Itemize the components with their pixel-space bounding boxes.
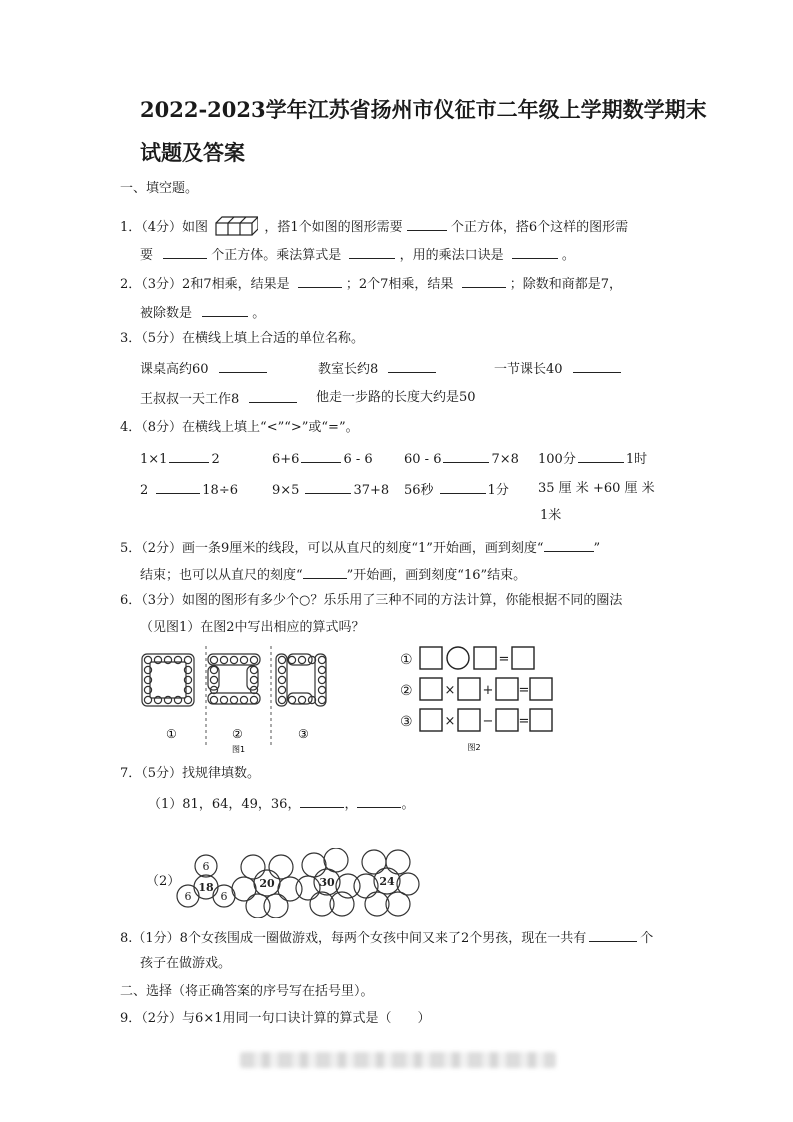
q1-text-g: 。 bbox=[561, 248, 575, 263]
fig1-label: ① bbox=[166, 727, 177, 741]
fig2-row-label: ① bbox=[400, 652, 413, 668]
answer-blank[interactable] bbox=[169, 450, 209, 463]
q4-expr: 18÷6 bbox=[202, 483, 238, 498]
fig2-op: = bbox=[518, 683, 530, 698]
question-2-line1 bbox=[120, 275, 622, 293]
small-circle bbox=[210, 676, 217, 683]
small-circle bbox=[230, 696, 237, 703]
answer-blank[interactable] bbox=[544, 539, 594, 552]
question-1-line2 bbox=[140, 246, 575, 264]
grouping-loop bbox=[315, 654, 326, 706]
fig2-op: − bbox=[482, 714, 494, 729]
small-circle bbox=[278, 686, 285, 693]
q3-item-step: 他走一步路的长度大约是50 bbox=[316, 390, 476, 405]
small-circle bbox=[298, 696, 305, 703]
q3-item-classroom bbox=[318, 360, 436, 378]
fig1-label: ② bbox=[232, 727, 243, 741]
question-9: 9．（2分）与6×1用同一句口诀计算的算式是（ ） bbox=[120, 1011, 431, 1026]
q3-item-text: 一节课长40 bbox=[494, 362, 563, 377]
q5-text-a: 5．（2分）画一条9厘米的线段，可以从直尺的刻度“1”开始画，画到刻度“ bbox=[120, 541, 544, 556]
small-circle bbox=[318, 676, 325, 683]
fig1-label: ③ bbox=[298, 727, 309, 741]
q3-item-text: 王叔叔一天工作8 bbox=[140, 392, 240, 407]
inner-square bbox=[150, 662, 186, 698]
q2-text-a: 2．（3分）2和7相乘，结果是 bbox=[120, 277, 290, 292]
q2-text-e: 。 bbox=[252, 306, 266, 321]
q4-cmp bbox=[538, 450, 647, 468]
answer-blank[interactable] bbox=[578, 450, 624, 463]
small-circle bbox=[278, 696, 285, 703]
section-heading-fill: 一、填空题。 bbox=[120, 181, 199, 196]
q4-cmp bbox=[404, 481, 509, 499]
answer-blank[interactable] bbox=[303, 566, 347, 579]
center-number: 20 bbox=[259, 877, 275, 890]
small-circle bbox=[250, 676, 257, 683]
fig2-row-label: ② bbox=[400, 683, 413, 699]
answer-blank[interactable] bbox=[300, 795, 344, 808]
small-circle bbox=[288, 656, 295, 663]
question-4-heading: 4．（8分）在横线上填上“<”“>”或“=”。 bbox=[120, 420, 359, 435]
q4-cmp-text: 35 厘 米 +60 厘 米 bbox=[538, 481, 655, 496]
q4-expr: 100分 bbox=[538, 452, 576, 467]
grouping-loop bbox=[208, 693, 260, 704]
q4-cmp-text: 1米 bbox=[540, 508, 562, 523]
blurred-footer-watermark bbox=[240, 1052, 556, 1068]
q4-expr: 1×1 bbox=[140, 452, 168, 467]
question-7-heading: 7．（5分）找规律填数。 bbox=[120, 766, 261, 781]
small-circle bbox=[298, 656, 305, 663]
answer-blank[interactable] bbox=[407, 218, 447, 231]
answer-blank[interactable] bbox=[462, 275, 506, 288]
question-6-line1: 6．（3分）如图的图形有多少个○？乐乐用了三种不同的方法计算，你能根据不同的圈法 bbox=[120, 593, 623, 608]
fig2-op: + bbox=[482, 683, 494, 698]
small-circle bbox=[318, 696, 325, 703]
q1-text-f: ，用的乘法口诀是 bbox=[399, 248, 504, 263]
center-number: 30 bbox=[319, 876, 335, 889]
answer-blank[interactable] bbox=[163, 246, 207, 259]
answer-blank[interactable] bbox=[219, 360, 267, 373]
small-circle bbox=[230, 656, 237, 663]
answer-blank[interactable] bbox=[249, 390, 297, 403]
q1-text-c: 个正方体，搭6个这样的图形需 bbox=[450, 220, 629, 235]
fig2-op: × bbox=[444, 714, 456, 729]
figure-1-circles bbox=[138, 644, 350, 756]
q3-item-text: 课桌高约60 bbox=[140, 362, 209, 377]
small-circle bbox=[318, 656, 325, 663]
small-circle bbox=[240, 656, 247, 663]
center-number: 24 bbox=[379, 875, 395, 888]
answer-blank[interactable] bbox=[301, 450, 341, 463]
fig2-caption: 图2 bbox=[467, 743, 481, 752]
fig2-op: = bbox=[498, 652, 510, 667]
q1-text-e: 个正方体。乘法算式是 bbox=[211, 248, 342, 263]
question-8-line1 bbox=[120, 929, 653, 947]
question-1-line1 bbox=[120, 215, 628, 237]
q1-text-a: 1．（4分）如图 bbox=[120, 220, 209, 235]
q8-text-a: 8.（1分）8个女孩围成一圈做游戏，每两个女孩中间又来了2个男孩，现在一共有 bbox=[120, 931, 587, 946]
q4-cmp bbox=[140, 481, 238, 499]
q4-cmp bbox=[404, 450, 519, 468]
q3-item-lesson bbox=[494, 360, 621, 378]
q4-expr: 1分 bbox=[487, 483, 509, 498]
q4-cmp bbox=[140, 450, 220, 468]
fig1-caption: 图1 bbox=[232, 745, 246, 754]
small-circle bbox=[220, 656, 227, 663]
q4-expr: 7×8 bbox=[491, 452, 519, 467]
q2-text-b: ；2个7相乘，结果 bbox=[345, 277, 454, 292]
figure-2-formula-boxes bbox=[398, 644, 554, 756]
question-6-line2: （见图1）在图2中写出相应的算式吗？ bbox=[140, 620, 365, 635]
q5-text-d: ”开始画，画到刻度“16”结束。 bbox=[346, 568, 527, 583]
question-2-line2 bbox=[140, 304, 265, 322]
q1-text-b: ，搭1个如图的图形需要 bbox=[264, 220, 403, 235]
answer-blank[interactable] bbox=[443, 450, 489, 463]
question-8-line2: 孩子在做游戏。 bbox=[140, 956, 232, 971]
q4-cmp bbox=[272, 481, 389, 499]
question-5-line2 bbox=[140, 566, 526, 584]
q4-expr: 9×5 bbox=[272, 483, 300, 498]
answer-blank[interactable] bbox=[156, 481, 200, 494]
q2-text-c: ；除数和商都是7， bbox=[509, 277, 622, 292]
q7-part2-label: （2） bbox=[146, 874, 181, 889]
petal-number: 6 bbox=[202, 860, 210, 873]
answer-blank[interactable] bbox=[202, 304, 248, 317]
q7-part1 bbox=[148, 795, 414, 813]
q7-part1-text: （1）81，64，49，36， bbox=[148, 797, 301, 812]
answer-blank[interactable] bbox=[357, 795, 401, 808]
answer-blank[interactable] bbox=[573, 360, 621, 373]
small-circle bbox=[278, 666, 285, 673]
answer-blank[interactable] bbox=[512, 246, 558, 259]
fig2-op: = bbox=[518, 714, 530, 729]
page-title-line2: 试题及答案 bbox=[140, 140, 245, 165]
q4-expr: 6 - 6 bbox=[343, 452, 373, 467]
answer-blank[interactable] bbox=[305, 481, 351, 494]
answer-blank[interactable] bbox=[589, 929, 637, 942]
q4-expr: 60 - 6 bbox=[404, 452, 442, 467]
small-circle bbox=[210, 696, 217, 703]
q7-end: 。 bbox=[401, 797, 415, 812]
petal-number: 6 bbox=[184, 890, 192, 903]
answer-blank[interactable] bbox=[440, 481, 486, 494]
question-3-heading: 3．（5分）在横线上填上合适的单位名称。 bbox=[120, 331, 365, 346]
q4-expr: 56秒 bbox=[404, 483, 434, 498]
small-circle bbox=[250, 656, 257, 663]
q5-text-b: ” bbox=[593, 541, 601, 556]
petal-number: 6 bbox=[220, 890, 228, 903]
q4-expr: 1时 bbox=[625, 452, 648, 467]
small-circle bbox=[318, 686, 325, 693]
q4-expr: 37+8 bbox=[353, 483, 390, 498]
question-5-line1 bbox=[120, 539, 600, 557]
q4-expr: 2 bbox=[140, 483, 149, 498]
section-heading-choice: 二、选择（将正确答案的序号写在括号里）。 bbox=[120, 984, 374, 999]
small-circle bbox=[210, 666, 217, 673]
q5-text-c: 结束；也可以从直尺的刻度“ bbox=[140, 568, 303, 583]
small-circle bbox=[210, 656, 217, 663]
small-circle bbox=[278, 656, 285, 663]
answer-blank[interactable] bbox=[388, 360, 436, 373]
fig2-op: × bbox=[444, 683, 456, 698]
answer-blank[interactable] bbox=[298, 275, 342, 288]
q3-item-text: 教室长约8 bbox=[318, 362, 379, 377]
page-title-line1: 2022-2023学年江苏省扬州市仪征市二年级上学期数学期末 bbox=[140, 97, 707, 122]
center-number: 18 bbox=[198, 881, 214, 894]
q7-sep: ， bbox=[344, 797, 358, 812]
flower-pattern-figure bbox=[172, 848, 420, 918]
q2-text-d: 被除数是 bbox=[140, 306, 193, 321]
q3-item-desk bbox=[140, 360, 267, 378]
small-circle bbox=[250, 696, 257, 703]
answer-blank[interactable] bbox=[349, 246, 395, 259]
q1-text-d: 要 bbox=[140, 248, 154, 263]
q4-expr: 6+6 bbox=[272, 452, 300, 467]
small-circle bbox=[220, 696, 227, 703]
q3-item-work bbox=[140, 390, 297, 408]
small-circle bbox=[318, 666, 325, 673]
q4-expr: 2 bbox=[211, 452, 220, 467]
q8-text-b: 个 bbox=[640, 931, 654, 946]
small-circle bbox=[278, 676, 285, 683]
small-circle bbox=[240, 696, 247, 703]
q4-cmp bbox=[272, 450, 373, 468]
fig2-row-label: ③ bbox=[400, 714, 413, 730]
cube-figure-icon bbox=[214, 215, 258, 237]
